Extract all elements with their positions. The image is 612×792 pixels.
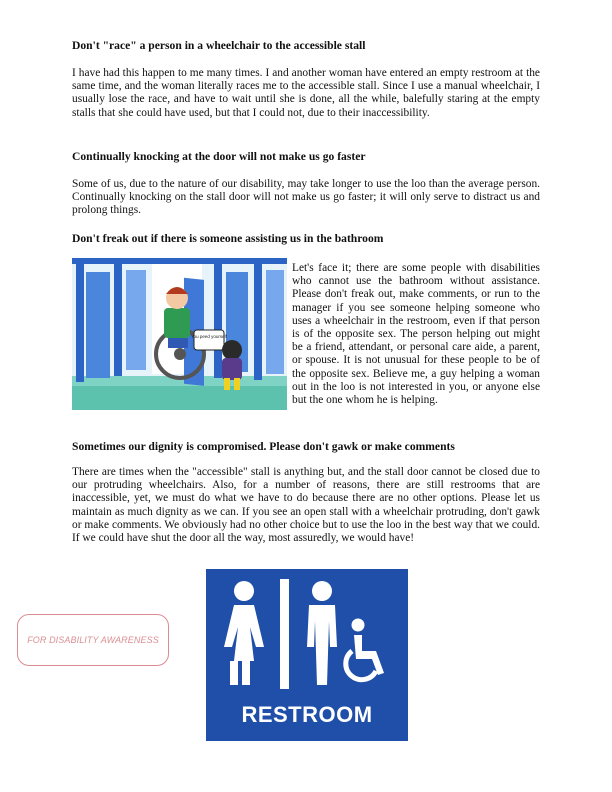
restroom-sign-label: RESTROOM — [241, 702, 373, 727]
section-heading-dignity: Sometimes our dignity is compromised. Please don't gawk or make comments — [72, 440, 455, 453]
restroom-sign — [206, 569, 408, 741]
disability-awareness-stamp — [17, 614, 169, 666]
section-heading-assisting: Don't freak out if there is someone assisting us in the bathroom — [72, 232, 384, 245]
section-text-knocking: Some of us, due to the nature of our disability, may take longer to use the loo than the average person. Continually knocking on the stall door will not make us go faster; it will only serve to distract us and prolong things. — [72, 178, 540, 217]
section-heading-knocking: Continually knocking at the door will not make us go faster — [72, 150, 366, 163]
stamp-text: FOR DISABILITY AWARENESS — [27, 635, 159, 645]
section-text-race: I have had this happen to me many times. I and another woman have entered an empty restroom at the same time, and the woman literally races me to the accessible stall. Since I use a manual wheelchair, I usually lose the race, and have to wait until she is done, all the while, balefully staring at the empty stalls that she could have used, but that I could not, due to their inaccessibility. — [72, 67, 540, 119]
wheelchair-icon — [352, 619, 365, 632]
man-icon — [312, 581, 332, 601]
cartoon-sign-text: You peed yourself — [191, 334, 227, 339]
woman-icon — [234, 581, 254, 601]
section-text-dignity: There are times when the "accessible" stall is anything but, and the stall door cannot be closed due to our protruding wheelchairs. Also, for a number of reasons, there are still restrooms that are inaccessible, yet, we must do what we have to do because there are no other options. Please let us maintain as much dignity as we can. If you see an open stall with a wheelchair protruding, don't gawk or make comments. We obviously had no other choice but to use the loo in the best way that we could. If we could have shut the door all the way, most assuredly, we would have! — [72, 466, 540, 545]
divider-bar — [280, 579, 289, 689]
bathroom-assistance-illustration — [72, 258, 287, 410]
section-text-assisting: Let's face it; there are some people with disabilities who cannot use the bathroom without assistance. Please don't freak out, make comments, or run to the manager if you see someone helping someone who uses a wheelchair in the restroom, even if that person is of the opposite sex. The person helping out might be a friend, attendant, or personal care aide, a parent, or spouse. It is not unusual for these people to be of the opposite sex. Believe me, a guy helping a woman out in the loo is not interested in you, or anyone else but the one whom he is helping. — [292, 262, 540, 407]
section-heading-race: Don't "race" a person in a wheelchair to the accessible stall — [72, 39, 366, 52]
